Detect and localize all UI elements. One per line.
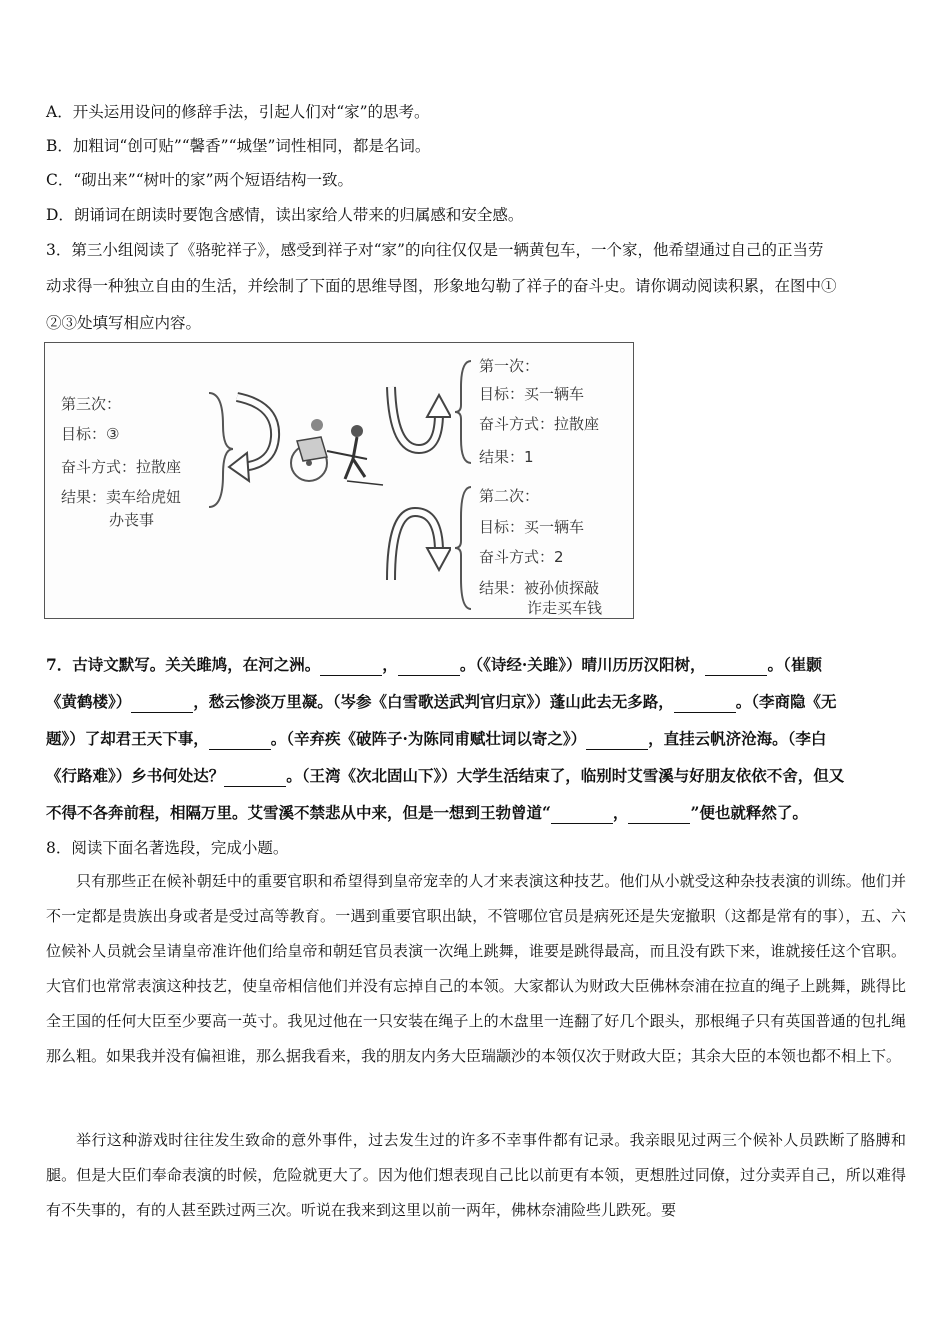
arrow-up-icon xyxy=(381,373,451,463)
question-3-line-1: 3．第三小组阅读了《骆驼祥子》，感受到祥子对“家”的向往仅仅是一辆黄包车，一个家，他希望通过自己的正当劳 xyxy=(46,241,824,259)
option-a: A．开头运用设问的修辞手法，引起人们对“家”的思考。 xyxy=(46,103,430,121)
rickshaw-illustration xyxy=(287,401,387,491)
curved-arrow-icon xyxy=(227,385,287,485)
third-goal: 目标：③ xyxy=(61,425,120,443)
third-result-cont: 办丧事 xyxy=(109,511,155,529)
answer-blank[interactable] xyxy=(209,729,271,750)
brace-second xyxy=(455,483,475,613)
second-result: 结果：被孙侦探敲 xyxy=(479,579,600,597)
option-d: D．朗诵词在朗读时要饱含感情，读出家给人带来的归属感和安全感。 xyxy=(46,206,524,224)
second-method: 奋斗方式：2 xyxy=(479,548,564,566)
option-c: C．“砌出来”“树叶的家”两个短语结构一致。 xyxy=(46,171,354,189)
brace-first xyxy=(455,357,475,467)
answer-blank[interactable] xyxy=(705,655,767,676)
third-method: 奋斗方式：拉散座 xyxy=(61,458,182,476)
answer-blank[interactable] xyxy=(131,692,193,713)
question-3-line-3: ②③处填写相应内容。 xyxy=(46,314,202,332)
answer-blank[interactable] xyxy=(586,729,648,750)
mind-map-figure xyxy=(44,342,634,619)
answer-blank[interactable] xyxy=(628,803,690,824)
excerpt-paragraph-1: 只有那些正在候补朝廷中的重要官职和希望得到皇帝宠幸的人才来表演这种技艺。他们从小就受这种杂技表演的训练。他们并不一定都是贵族出身或者是受过高等教育。一遇到重要官职出缺，不管哪位官员是病死还是失宠撤职（这都是常有的事），五、六位候补人员就会呈请皇帝准许他们给皇帝和朝廷官员表演一次绳上跳舞，谁要是跳得最高，而且没有跌下来，谁就接任这个官职。大官们也常常表演这种技艺，使皇帝相信他们并没有忘掉自己的本领。大家都认为财政大臣佛林奈浦在拉直的绳子上跳舞，跳得比全王国的任何大臣至少要高一英寸。我见过他在一只安装在绳子上的木盘里一连翻了好几个跟头，那根绳子只有英国普通的包扎绳那么粗。如果我并没有偏袒谁，那么据我看来，我的朋友内务大臣瑞颛沙的本领仅次于财政大臣；其余大臣的本领也都不相上下。 xyxy=(46,872,906,1065)
answer-blank[interactable] xyxy=(551,803,613,824)
second-goal: 目标：买一辆车 xyxy=(479,518,585,536)
first-title: 第一次： xyxy=(479,357,540,375)
answer-blank[interactable] xyxy=(674,692,736,713)
arrow-down-icon xyxy=(381,498,451,588)
question-7-line-2: 《黄鹤楼》） ，愁云惨淡万里凝。（岑参《白雪歌送武判官归京》）蓬山此去无多路， 。（李商隐《无 xyxy=(46,692,837,711)
third-result: 结果：卖车给虎妞 xyxy=(61,488,182,506)
question-7-line-5: 不得不各奔前程，相隔万里。艾雪溪不禁悲从中来，但是一想到王勃曾道“ ， ”便也就释然了。 xyxy=(46,803,808,822)
answer-blank[interactable] xyxy=(320,655,382,676)
first-result: 结果：1 xyxy=(479,448,534,466)
question-7-line-1: 7．古诗文默写。关关雎鸠，在河之洲。 ， 。（《诗经·关雎》）晴川历历汉阳树， 。（崔颢 xyxy=(46,655,822,674)
first-method: 奋斗方式：拉散座 xyxy=(479,415,600,433)
question-7-line-3: 题》）了却君王天下事， 。（辛弃疾《破阵子·为陈同甫赋壮词以寄之》） ，直挂云帆济沧海。（李白 xyxy=(46,729,827,748)
option-b: B．加粗词“创可贴”“馨香”“城堡”词性相同，都是名词。 xyxy=(46,137,431,155)
question-8-title: 8．阅读下面名著选段，完成小题。 xyxy=(46,839,289,857)
second-result-cont: 诈走买车钱 xyxy=(527,599,603,617)
first-goal: 目标：买一辆车 xyxy=(479,385,585,403)
excerpt-paragraph-2: 举行这种游戏时往往发生致命的意外事件，过去发生过的许多不幸事件都有记录。我亲眼见过两三个候补人员跌断了胳膊和腿。但是大臣们奉命表演的时候，危险就更大了。因为他们想表现自己比以前更有本领，更想胜过同僚，过分卖弄自己，所以难得有不失事的，有的人甚至跌过两三次。听说在我来到这里以前一两年，佛林奈浦险些儿跌死。要 xyxy=(46,1131,906,1219)
answer-blank[interactable] xyxy=(224,766,286,787)
third-title: 第三次： xyxy=(61,395,122,413)
question-3-line-2: 动求得一种独立自由的生活，并绘制了下面的思维导图，形象地勾勒了祥子的奋斗史。请你调动阅读积累，在图中① xyxy=(46,277,837,295)
answer-blank[interactable] xyxy=(398,655,460,676)
question-7-line-4: 《行路难》）乡书何处达？ 。（王湾《次北固山下》）大学生活结束了，临别时艾雪溪与好朋友依依不舍，但又 xyxy=(46,766,845,785)
second-title: 第二次： xyxy=(479,487,540,505)
